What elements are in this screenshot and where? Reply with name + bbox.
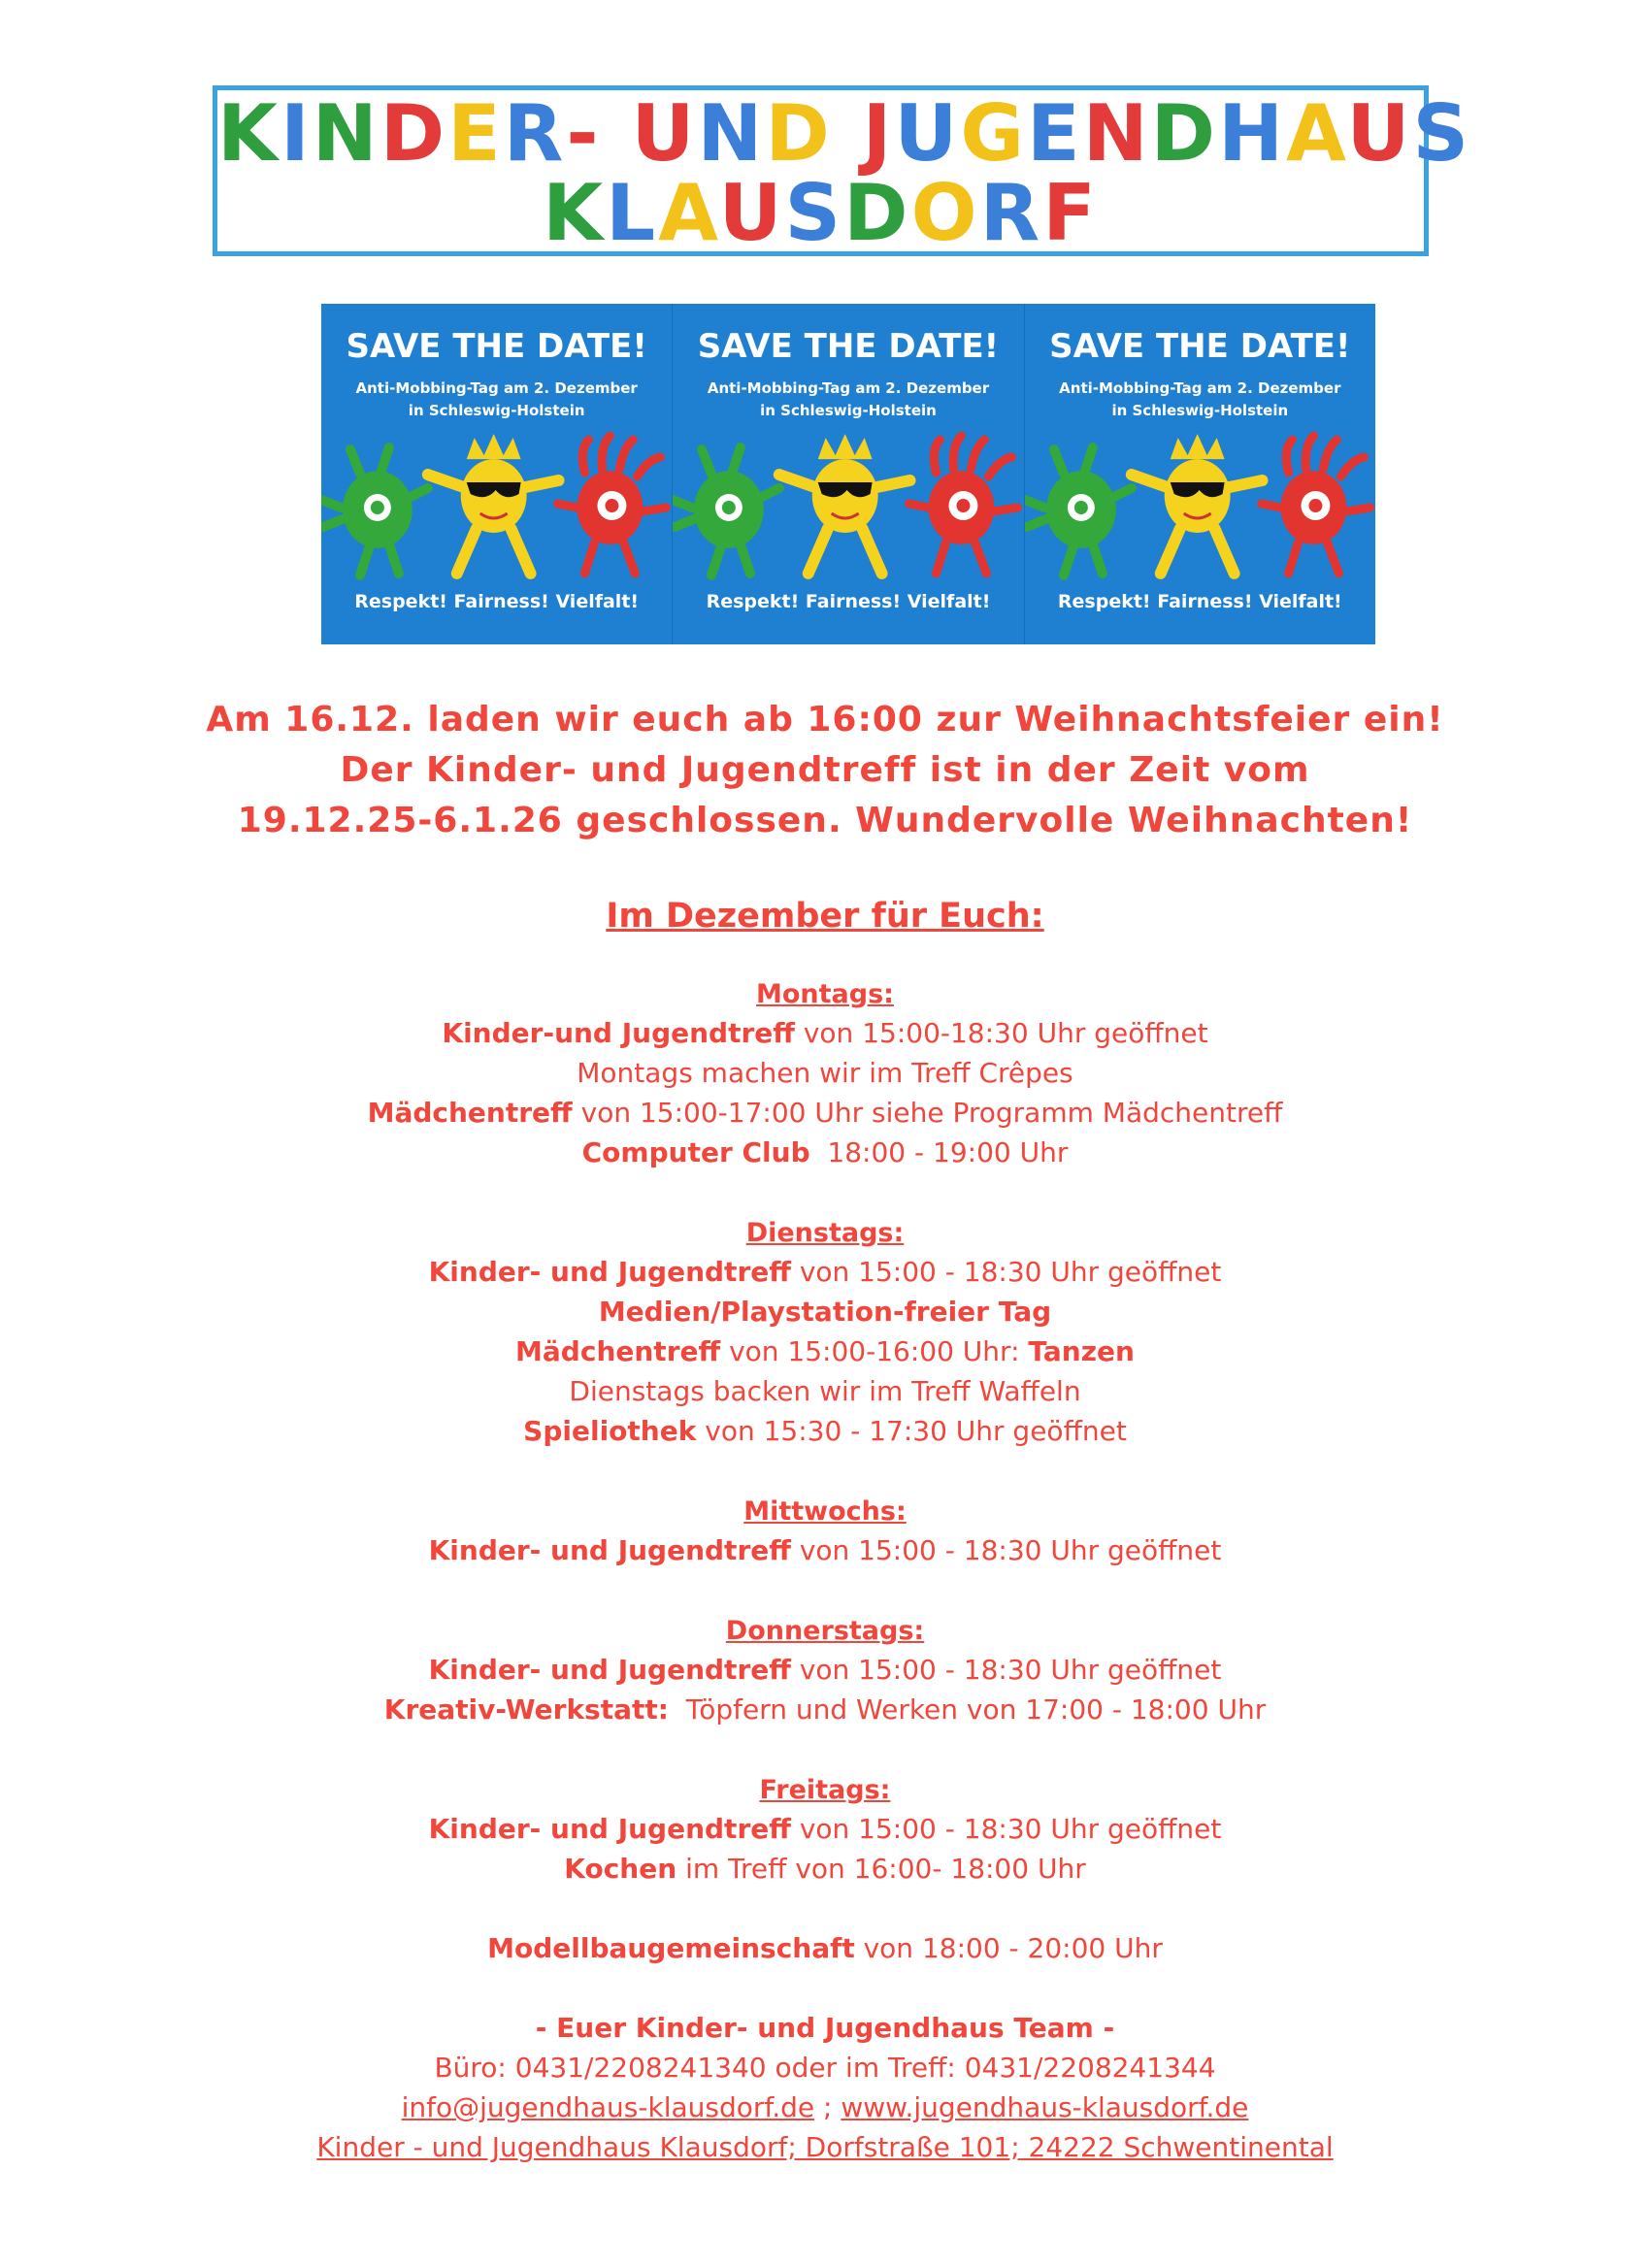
yellow-mascot: [428, 434, 559, 574]
title-letter: S: [1412, 88, 1472, 179]
banner-footer: Respekt! Fairness! Vielfalt!: [1057, 591, 1342, 612]
intro-text: [0, 695, 1650, 846]
title-letter: E: [1027, 88, 1083, 179]
schedule-line: [0, 1928, 1650, 1968]
schedule-line: [0, 1371, 1650, 1411]
activity-name: Kinder- und Jugendtreff: [428, 1813, 791, 1845]
banner-footer: Respekt! Fairness! Vielfalt!: [706, 591, 991, 612]
activity-name: Kinder- und Jugendtreff: [428, 1534, 791, 1566]
activity-details: von 15:00 - 18:30 Uhr geöffnet: [790, 1813, 1222, 1845]
activity-name: Modellbaugemeinschaft: [487, 1932, 855, 1964]
schedule-line: [0, 1093, 1650, 1133]
red-mascot: [558, 436, 667, 574]
title-letter: -: [566, 88, 602, 179]
title-letter: S: [784, 168, 844, 258]
activity-details: Dienstags backen wir im Treff Waffeln: [569, 1375, 1081, 1407]
title-letter: D: [765, 88, 833, 179]
schedule-gap: [0, 1570, 1650, 1610]
website-link[interactable]: www.jugendhaus-klausdorf.de: [841, 2091, 1249, 2123]
banner-sub-line: in Schleswig-Holstein: [408, 402, 585, 419]
intro-line: 19.12.25-6.1.26 geschlossen. Wundervolle Weihnachten!: [237, 801, 1413, 840]
schedule-line: [0, 1411, 1650, 1451]
mascot-illustration: [673, 430, 1023, 585]
title-letter: J: [862, 88, 895, 179]
activity-details: Büro: 0431/2208241340 oder im Treff: 0431/2208241344: [434, 2052, 1216, 2084]
schedule-line: [0, 1809, 1650, 1849]
banner-title: SAVE THE DATE!: [1049, 327, 1351, 366]
schedule-line: [0, 1133, 1650, 1172]
schedule-gap: [0, 1172, 1650, 1212]
schedule-line: [0, 1650, 1650, 1690]
title-letter: A: [1286, 88, 1347, 179]
activity-name: Kinder- und Jugendtreff: [428, 1256, 791, 1288]
banner-sub-line: Anti-Mobbing-Tag am 2. Dezember: [707, 379, 990, 397]
banner-sub-line: Anti-Mobbing-Tag am 2. Dezember: [355, 379, 638, 397]
title-letter: K: [543, 168, 607, 258]
activity-details: von 15:00-18:30 Uhr geöffnet: [794, 1017, 1208, 1049]
title-letter: N: [1082, 88, 1151, 179]
activity-details: von 15:00-17:00 Uhr siehe Programm Mädchentreff: [572, 1097, 1283, 1129]
title-letter: L: [606, 168, 659, 258]
banner-title: SAVE THE DATE!: [697, 327, 1000, 366]
schedule-line: [0, 1530, 1650, 1570]
day-heading: [0, 973, 1650, 1013]
activity-name: Computer Club: [581, 1136, 810, 1168]
day-heading: [0, 1212, 1650, 1252]
contact-links: [0, 2087, 1650, 2127]
banner-sub-line: Anti-Mobbing-Tag am 2. Dezember: [1059, 379, 1341, 397]
schedule-line: [0, 2008, 1650, 2048]
activity-details: von 15:00 - 18:30 Uhr geöffnet: [790, 1654, 1222, 1686]
mascot-illustration: [321, 430, 672, 585]
schedule-line: [0, 1013, 1650, 1053]
title-letter: O: [910, 168, 980, 258]
schedule-gap: [0, 1451, 1650, 1491]
banner-title: SAVE THE DATE!: [346, 327, 647, 366]
intro-line: Der Kinder- und Jugendtreff ist in der Zeit vom: [340, 750, 1310, 790]
schedule-line: [0, 1053, 1650, 1093]
intro-line: Am 16.12. laden wir euch ab 16:00 zur Weihnachtsfeier ein!: [206, 700, 1444, 740]
banner-sub-line: in Schleswig-Holstein: [760, 402, 937, 419]
schedule-line: [0, 1252, 1650, 1292]
banner-panel: [321, 304, 673, 644]
activity-details: von 15:00 - 18:30 Uhr geöffnet: [790, 1534, 1222, 1566]
day-heading: [0, 1769, 1650, 1809]
title-letter: E: [447, 88, 504, 179]
weekly-schedule: [0, 973, 1650, 2167]
day-label: Mittwochs:: [743, 1496, 907, 1527]
activity-details: 18:00 - 19:00 Uhr: [809, 1136, 1069, 1168]
title-letter: U: [718, 168, 785, 258]
activity-name: Kinder- und Jugendtreff: [428, 1654, 791, 1686]
month-heading: Im Dezember für Euch:: [606, 897, 1044, 936]
green-mascot: [1025, 447, 1132, 575]
title-letter: N: [697, 88, 766, 179]
title-letter: R: [503, 88, 567, 179]
title-letter: N: [312, 88, 380, 179]
schedule-line: [0, 1292, 1650, 1331]
activity-name: Spieliothek: [523, 1415, 697, 1447]
title-line-1: [217, 88, 1472, 179]
title-letter: D: [380, 88, 448, 179]
red-mascot: [1261, 436, 1370, 574]
schedule-line: [0, 1331, 1650, 1371]
title-letter: D: [843, 168, 911, 258]
schedule-gap: [0, 1968, 1650, 2008]
activity-name: - Euer Kinder- und Jugendhaus Team -: [535, 2012, 1115, 2044]
email-link[interactable]: info@jugendhaus-klausdorf.de: [401, 2091, 815, 2123]
activity-details: Töpfern und Werken von 17:00 - 18:00 Uhr: [668, 1693, 1267, 1726]
title-letter: H: [1218, 88, 1287, 179]
title-letter: [833, 88, 863, 179]
title-letter: [602, 88, 632, 179]
schedule-gap: [0, 1729, 1650, 1769]
schedule-gap: [0, 1889, 1650, 1928]
activity-name: Kreativ-Werkstatt:: [383, 1693, 669, 1726]
schedule-line: [0, 1690, 1650, 1729]
title-letter: I: [280, 88, 313, 179]
title-letter: G: [960, 88, 1028, 179]
title-line-2: [217, 168, 1424, 258]
activity-details: Montags machen wir im Treff Crêpes: [577, 1057, 1073, 1089]
activity-details: von 15:00-16:00 Uhr:: [720, 1335, 1029, 1367]
activity-details: von 18:00 - 20:00 Uhr: [854, 1932, 1163, 1964]
day-label: Dienstags:: [745, 1218, 905, 1248]
title-letter: K: [217, 88, 280, 179]
green-mascot: [673, 447, 779, 575]
banner-subtitle: [321, 378, 672, 422]
address-line: [0, 2127, 1650, 2167]
schedule-line: [0, 1849, 1650, 1889]
banner-panel: [1025, 304, 1375, 644]
activity-name: Kinder-und Jugendtreff: [442, 1017, 795, 1049]
banner-subtitle: [1025, 378, 1375, 422]
activity-details: von 15:30 - 17:30 Uhr geöffnet: [696, 1415, 1127, 1447]
title-letter: R: [979, 168, 1043, 258]
title-letter: U: [894, 88, 961, 179]
title-letter: U: [631, 88, 698, 179]
day-label: Montags:: [756, 979, 894, 1009]
green-mascot: [321, 447, 428, 575]
banner-sub-line: in Schleswig-Holstein: [1111, 402, 1289, 419]
day-label: Freitags:: [759, 1775, 891, 1805]
day-heading: [0, 1491, 1650, 1530]
yellow-mascot: [1131, 434, 1262, 574]
activity-highlight: Tanzen: [1028, 1335, 1135, 1367]
activity-name: Medien/Playstation-freier Tag: [598, 1296, 1052, 1328]
activity-name: Mädchentreff: [515, 1335, 721, 1367]
banner-subtitle: [673, 378, 1023, 422]
title-letter: A: [658, 168, 719, 258]
banner-panel: [673, 304, 1024, 644]
title-letter: D: [1150, 88, 1219, 179]
activity-details: von 15:00 - 18:30 Uhr geöffnet: [790, 1256, 1222, 1288]
title-box: [213, 85, 1472, 258]
activity-details: im Treff von 16:00- 18:00 Uhr: [676, 1853, 1086, 1885]
day-label: Donnerstags:: [725, 1616, 925, 1646]
title-letter: F: [1042, 168, 1099, 258]
address-text: Kinder - und Jugendhaus Klausdorf; Dorfstraße 101; 24222 Schwentinental: [316, 2131, 1334, 2163]
activity-name: Mädchentreff: [367, 1097, 573, 1129]
red-mascot: [909, 436, 1018, 574]
banner-footer: Respekt! Fairness! Vielfalt!: [354, 591, 640, 612]
title-letter: U: [1346, 88, 1413, 179]
activity-name: Kochen: [564, 1853, 677, 1885]
schedule-line: [0, 2048, 1650, 2087]
yellow-mascot: [779, 434, 910, 574]
day-heading: [0, 1610, 1650, 1650]
mascot-illustration: [1025, 430, 1375, 585]
link-separator: ;: [814, 2091, 842, 2123]
save-the-date-banner: [321, 304, 1375, 644]
